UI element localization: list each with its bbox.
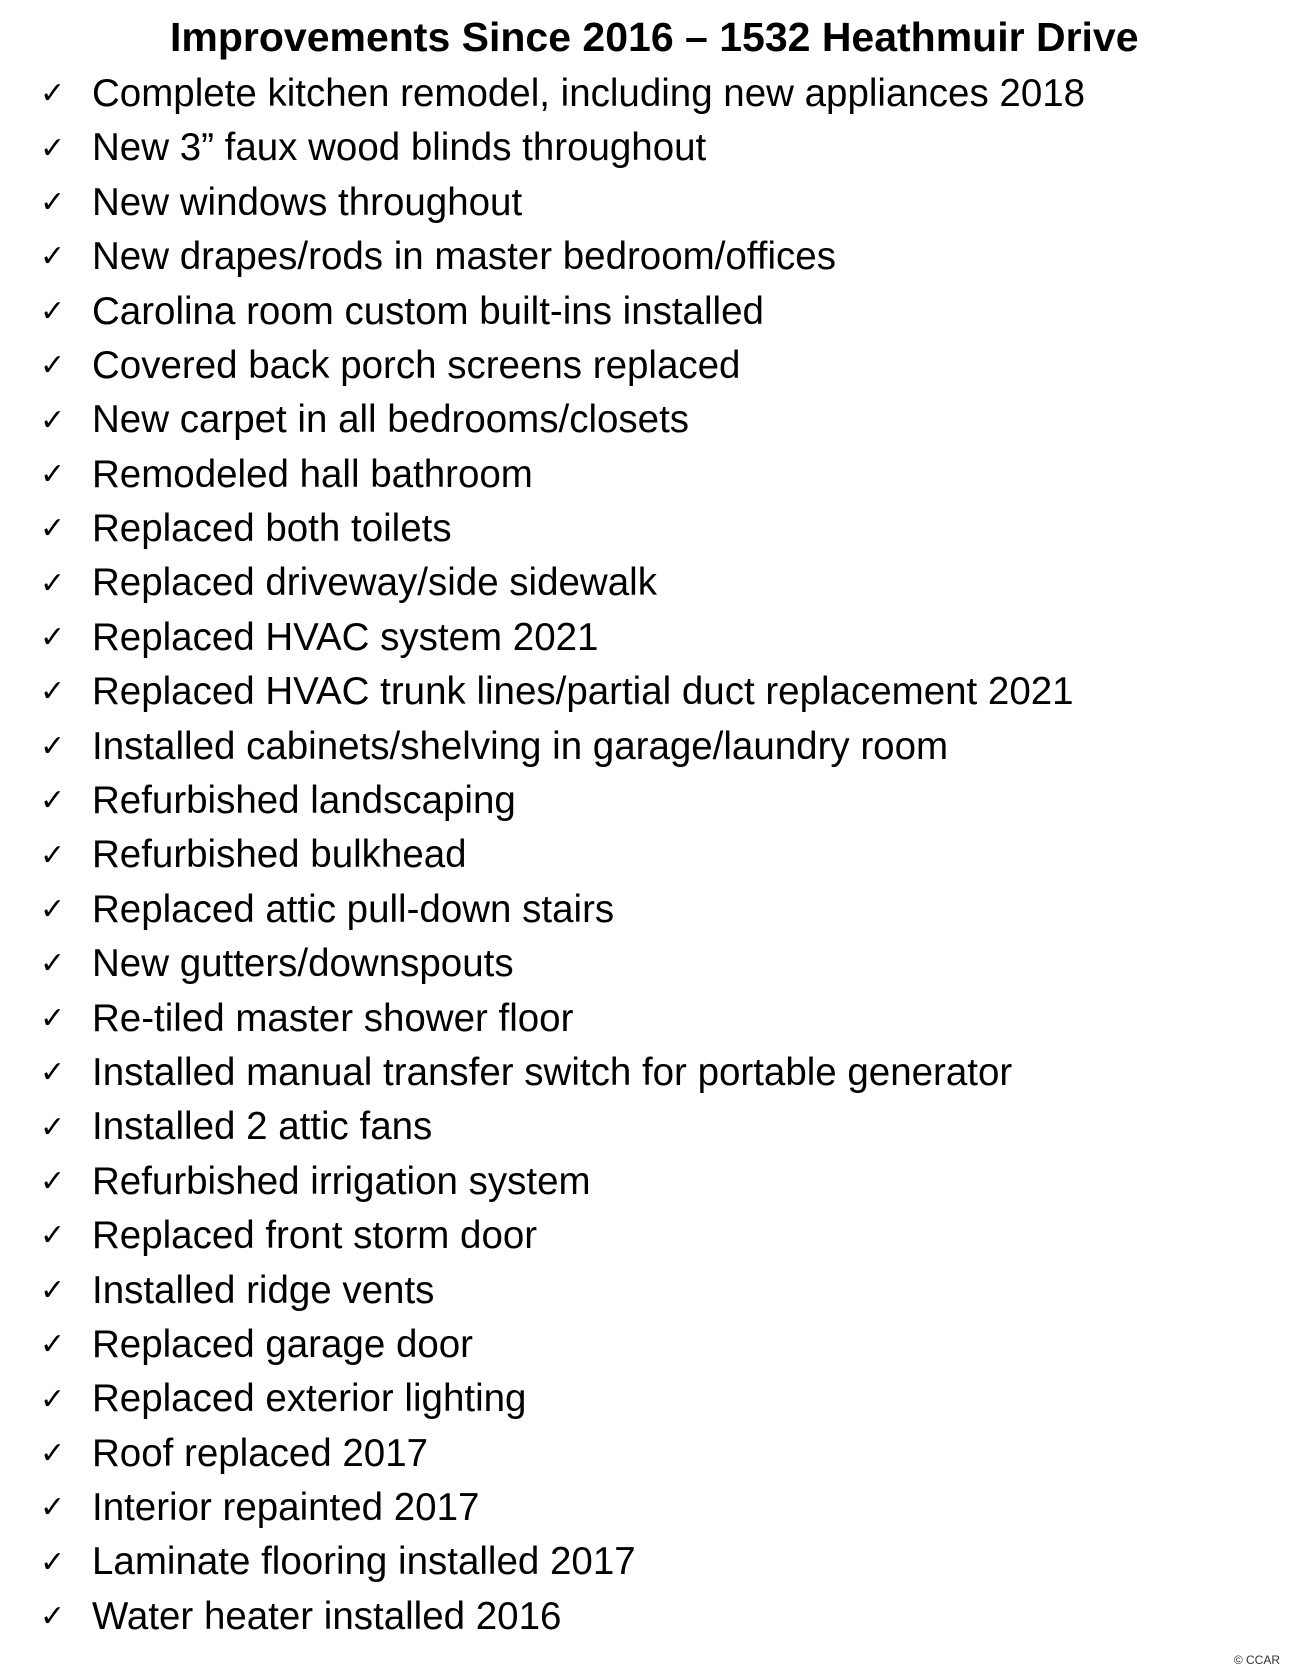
- checkmark-icon: ✓: [40, 348, 66, 384]
- list-item-text: Re-tiled master shower floor: [92, 996, 574, 1040]
- checkmark-icon: ✓: [40, 1327, 66, 1363]
- list-item: [40, 393, 1085, 447]
- list-item-text: Remodeled hall bathroom: [92, 452, 533, 496]
- list-item-text: Replaced HVAC trunk lines/partial duct replacement 2021: [92, 670, 1074, 714]
- checkmark-icon: ✓: [40, 837, 66, 873]
- list-item-text: Carolina room custom built-ins installed: [92, 289, 764, 333]
- checkmark-icon: ✓: [40, 184, 66, 220]
- checkmark-icon: ✓: [40, 76, 66, 112]
- list-item: [40, 1372, 1085, 1426]
- list-item-text: New 3” faux wood blinds throughout: [92, 126, 707, 170]
- list-item-text: Interior repainted 2017: [92, 1486, 480, 1530]
- improvement-list: [40, 67, 1085, 1644]
- list-item-text: New windows throughout: [92, 180, 523, 224]
- checkmark-icon: ✓: [40, 239, 66, 275]
- list-item-text: New drapes/rods in master bedroom/offices: [92, 235, 836, 279]
- checkmark-icon: ✓: [40, 1272, 66, 1308]
- checkmark-icon: ✓: [40, 1544, 66, 1580]
- list-item-text: Covered back porch screens replaced: [92, 343, 741, 387]
- list-item-text: Replaced garage door: [92, 1322, 473, 1366]
- checkmark-icon: ✓: [40, 1490, 66, 1526]
- list-item: [40, 611, 1085, 665]
- list-item-text: Replaced driveway/side sidewalk: [92, 561, 657, 605]
- list-item-text: Replaced both toilets: [92, 507, 452, 551]
- checkmark-icon: ✓: [40, 620, 66, 656]
- list-item: [40, 720, 1085, 774]
- list-item-text: Refurbished irrigation system: [92, 1159, 591, 1203]
- list-item: [40, 67, 1085, 121]
- list-item: [40, 937, 1085, 991]
- checkmark-icon: ✓: [40, 1381, 66, 1417]
- list-item: [40, 557, 1085, 611]
- list-item: [40, 230, 1085, 284]
- page-title: Improvements Since 2016 – 1532 Heathmuir Drive: [170, 14, 1139, 60]
- checkmark-icon: ✓: [40, 1218, 66, 1254]
- list-item-text: Water heater installed 2016: [92, 1594, 562, 1638]
- checkmark-icon: ✓: [40, 946, 66, 982]
- list-item: [40, 992, 1085, 1046]
- list-item: [40, 339, 1085, 393]
- list-item: [40, 828, 1085, 882]
- list-item: [40, 285, 1085, 339]
- list-item: [40, 121, 1085, 175]
- checkmark-icon: ✓: [40, 1599, 66, 1635]
- list-item: [40, 176, 1085, 230]
- list-item-text: Laminate flooring installed 2017: [92, 1540, 636, 1584]
- checkmark-icon: ✓: [40, 1435, 66, 1471]
- list-item: [40, 1318, 1085, 1372]
- list-item: [40, 883, 1085, 937]
- checkmark-icon: ✓: [40, 402, 66, 438]
- checkmark-icon: ✓: [40, 728, 66, 764]
- list-item-text: Installed cabinets/shelving in garage/laundry room: [92, 724, 949, 768]
- list-item: [40, 1536, 1085, 1590]
- list-item-text: Installed manual transfer switch for portable generator: [92, 1050, 1013, 1094]
- list-item: [40, 1046, 1085, 1100]
- list-item: [40, 502, 1085, 556]
- list-item: [40, 1481, 1085, 1535]
- list-item: [40, 774, 1085, 828]
- list-item: [40, 1427, 1085, 1481]
- checkmark-icon: ✓: [40, 456, 66, 492]
- checkmark-icon: ✓: [40, 1109, 66, 1145]
- list-item-text: Installed ridge vents: [92, 1268, 435, 1312]
- copyright-notice: © CCAR: [1233, 1653, 1280, 1667]
- list-item: [40, 448, 1085, 502]
- list-item-text: Replaced attic pull-down stairs: [92, 887, 615, 931]
- checkmark-icon: ✓: [40, 1055, 66, 1091]
- checkmark-icon: ✓: [40, 565, 66, 601]
- list-item-text: Installed 2 attic fans: [92, 1105, 433, 1149]
- list-item: [40, 1264, 1085, 1318]
- list-item-text: Refurbished landscaping: [92, 779, 516, 823]
- list-item: [40, 665, 1085, 719]
- list-item-text: Replaced HVAC system 2021: [92, 615, 599, 659]
- list-item: [40, 1100, 1085, 1154]
- checkmark-icon: ✓: [40, 783, 66, 819]
- checkmark-icon: ✓: [40, 293, 66, 329]
- checkmark-icon: ✓: [40, 511, 66, 547]
- list-item: [40, 1590, 1085, 1644]
- checkmark-icon: ✓: [40, 1000, 66, 1036]
- list-item-text: New carpet in all bedrooms/closets: [92, 398, 690, 442]
- checkmark-icon: ✓: [40, 892, 66, 928]
- checkmark-icon: ✓: [40, 1164, 66, 1199]
- list-item-text: New gutters/downspouts: [92, 942, 514, 986]
- list-item-text: Refurbished bulkhead: [92, 833, 467, 877]
- list-item: [40, 1155, 1085, 1209]
- list-item-text: Replaced front storm door: [92, 1214, 538, 1258]
- list-item-text: Replaced exterior lighting: [92, 1377, 527, 1421]
- list-item: [40, 1209, 1085, 1263]
- checkmark-icon: ✓: [40, 674, 66, 710]
- checkmark-icon: ✓: [40, 130, 66, 166]
- list-item-text: Complete kitchen remodel, including new appliances 2018: [92, 71, 1086, 115]
- list-item-text: Roof replaced 2017: [92, 1431, 429, 1475]
